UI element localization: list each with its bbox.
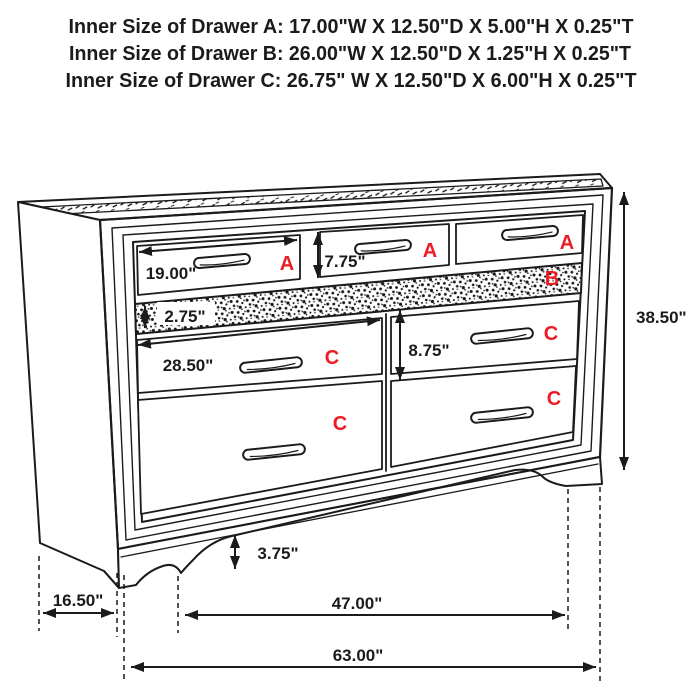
dimension-drawer-c-width-label: 28.50" [162, 356, 214, 375]
dimension-base-clearance-label: 3.75" [257, 544, 299, 563]
dimension-top-row-height-label: 7.75" [324, 252, 366, 271]
drawer-a2-letter: A [422, 240, 438, 262]
dimension-leg-span [185, 594, 565, 615]
drawer-a3-letter: A [559, 232, 575, 254]
drawer-a1-letter: A [279, 253, 295, 275]
dimension-side-depth-label: 16.50" [52, 591, 104, 610]
title-line-drawer-a: Inner Size of Drawer A: 17.00"W X 12.50"D X 5.00"H X 0.25"T [68, 15, 634, 38]
title-line-drawer-c: Inner Size of Drawer C: 26.75" W X 12.50"D X 6.00"H X 0.25"T [65, 69, 637, 92]
drawer-b-letter: B [544, 268, 560, 290]
drawer-c-bottom-right-letter: C [546, 388, 562, 410]
dimension-overall-height-label: 38.50" [636, 308, 687, 327]
dresser-figure [18, 174, 612, 588]
dimension-overall-height [624, 192, 687, 470]
dimension-leg-span-label: 47.00" [331, 594, 383, 613]
dimension-overall-width-label: 63.00" [332, 646, 384, 665]
dimension-tray-height-label: 2.75" [164, 307, 206, 326]
dimension-drawer-c-height-label: 8.75" [408, 341, 450, 360]
dimension-overall-width [131, 646, 596, 667]
dimension-base-clearance [235, 535, 299, 569]
drawer-c-middle-left-letter: C [324, 347, 340, 369]
title-line-drawer-b: Inner Size of Drawer B: 26.00"W X 12.50"D X 1.25"H X 0.25"T [69, 42, 632, 65]
drawer-c-bottom-left-letter: C [332, 413, 348, 435]
title-block [66, 15, 637, 92]
dimension-drawer-a-width-label: 19.00" [145, 264, 197, 283]
dimension-side-depth [43, 591, 114, 613]
dresser-left-side-panel [18, 202, 119, 588]
drawer-c-middle-right-letter: C [543, 323, 559, 345]
